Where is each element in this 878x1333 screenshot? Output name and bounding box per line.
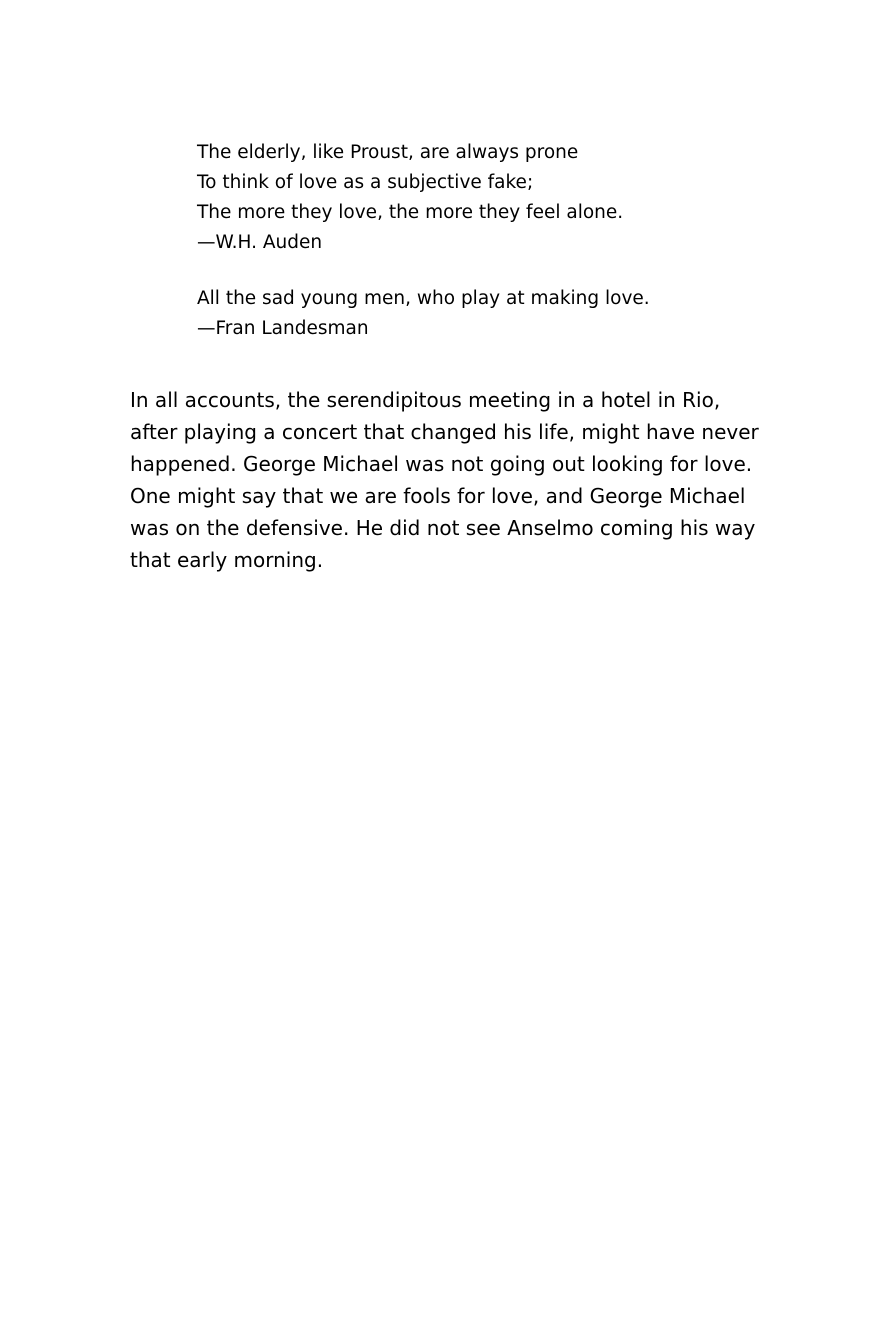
body-paragraph: In all accounts, the serendipitous meeting in a hotel in Rio, after playing a concert that changed his life, might have never happened. George Michael was not going out looking for love. One might say that we are fools for love, and George Michael was on the defensive. He did not see Anselmo coming his way that early morning. — [130, 388, 759, 572]
epigraph-attribution: —Fran Landesman — [197, 318, 369, 339]
epigraph-attribution: —W.H. Auden — [197, 232, 323, 253]
epigraph-line: To think of love as a subjective fake; — [197, 172, 534, 193]
epigraph-block — [197, 138, 762, 258]
epigraph-line: The more they love, the more they feel alone. — [197, 202, 624, 223]
epigraph-line: All the sad young men, who play at making love. — [197, 288, 650, 309]
epigraph-line: The elderly, like Proust, are always prone — [197, 142, 579, 163]
epigraph-group — [197, 138, 762, 344]
epigraph-block — [197, 284, 762, 344]
page-content — [130, 138, 762, 576]
